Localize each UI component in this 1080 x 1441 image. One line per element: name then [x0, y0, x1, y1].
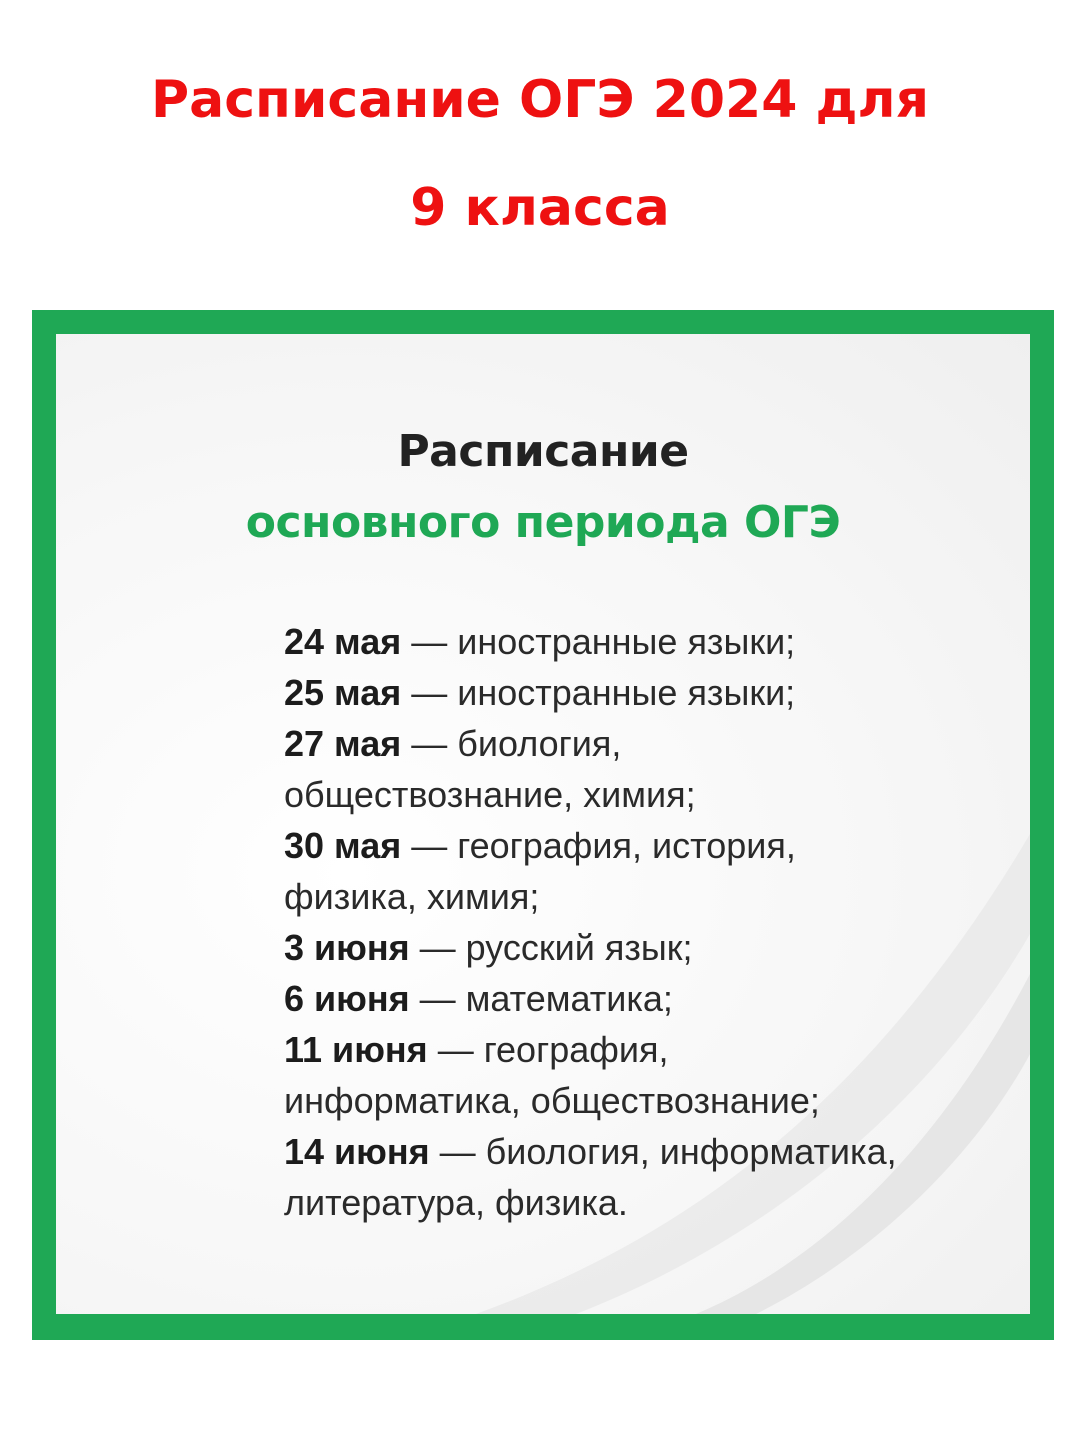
schedule-item: [284, 667, 1004, 718]
schedule-date: 3 июня: [284, 927, 410, 968]
schedule-subjects: — русский язык;: [409, 927, 693, 968]
schedule-date: 11 июня: [284, 1029, 428, 1070]
schedule-subjects: — биология, информатика, литература, физика.: [284, 1131, 897, 1223]
schedule-subjects: — математика;: [409, 978, 673, 1019]
schedule-card-frame: [32, 310, 1054, 1340]
schedule-item: [284, 922, 1004, 973]
schedule-item: [284, 973, 1004, 1024]
schedule-subjects: — иностранные языки;: [401, 621, 796, 662]
card-heading-line1: Расписание: [397, 426, 689, 477]
schedule-list: [284, 616, 1004, 1228]
schedule-subjects: — география, история, физика, химия;: [284, 825, 796, 917]
schedule-item: [284, 1024, 904, 1126]
page-title: [0, 46, 1080, 262]
schedule-subjects: — иностранные языки;: [401, 672, 796, 713]
schedule-date: 24 мая: [284, 621, 402, 662]
schedule-item: [284, 820, 884, 922]
schedule-item: [284, 718, 784, 820]
schedule-date: 25 мая: [284, 672, 402, 713]
schedule-date: 6 июня: [284, 978, 410, 1019]
schedule-subjects: — география, информатика, обществознание;: [284, 1029, 820, 1121]
schedule-date: 14 июня: [284, 1131, 430, 1172]
card-heading-line2: основного периода ОГЭ: [245, 497, 841, 548]
schedule-item: [284, 616, 1004, 667]
schedule-card: [56, 334, 1030, 1314]
page-title-text: Расписание ОГЭ 2024 для 9 класса: [151, 70, 929, 238]
schedule-date: 27 мая: [284, 723, 402, 764]
schedule-subjects: — биология, обществознание, химия;: [284, 723, 696, 815]
schedule-date: 30 мая: [284, 825, 402, 866]
schedule-item: [284, 1126, 974, 1228]
